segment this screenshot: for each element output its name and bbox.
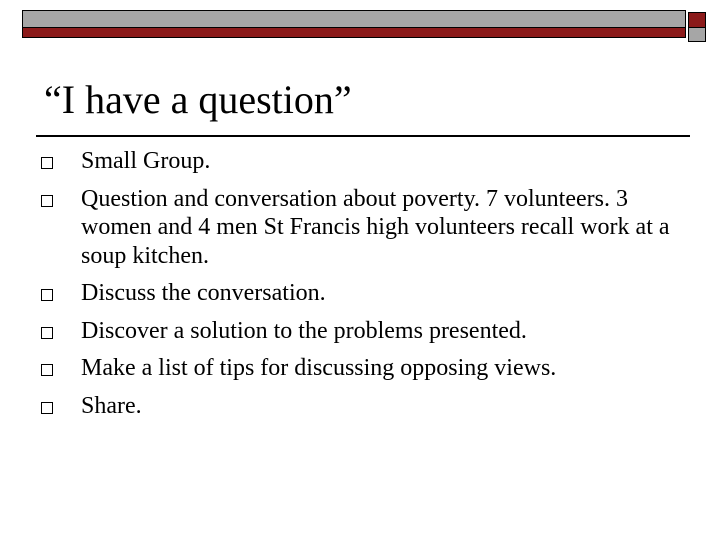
list-item bbox=[38, 185, 678, 271]
header-band-grey bbox=[22, 10, 686, 28]
slide-title: “I have a question” bbox=[44, 77, 352, 122]
list-item-text: Discuss the conversation. bbox=[81, 280, 326, 306]
list-item bbox=[38, 392, 678, 421]
list-item bbox=[38, 147, 678, 176]
header-band bbox=[22, 10, 686, 38]
title-divider bbox=[36, 135, 690, 137]
list-item-text: Discover a solution to the problems presented. bbox=[81, 317, 527, 344]
list-item bbox=[38, 354, 678, 383]
list-item bbox=[38, 279, 678, 308]
corner-square-red bbox=[688, 12, 706, 28]
corner-square-grey bbox=[688, 28, 706, 42]
hollow-square-bullet-icon bbox=[41, 157, 53, 169]
corner-decoration bbox=[688, 12, 708, 42]
hollow-square-bullet-icon bbox=[41, 402, 53, 414]
list-item bbox=[38, 317, 678, 346]
list-item-text: Small Group. bbox=[81, 148, 211, 174]
list-item-text: Make a list of tips for discussing opposing views. bbox=[81, 355, 557, 381]
list-item-text: Question and conversation about poverty. 7 volunteers. 3 women and 4 men St Francis high volunteers recall work at a soup kitchen. bbox=[81, 185, 670, 269]
hollow-square-bullet-icon bbox=[41, 327, 53, 339]
hollow-square-bullet-icon bbox=[41, 364, 53, 376]
list-item-text: Share. bbox=[81, 392, 142, 419]
hollow-square-bullet-icon bbox=[41, 195, 53, 207]
bullet-list bbox=[38, 147, 678, 429]
header-band-red bbox=[22, 28, 686, 38]
hollow-square-bullet-icon bbox=[41, 289, 53, 301]
